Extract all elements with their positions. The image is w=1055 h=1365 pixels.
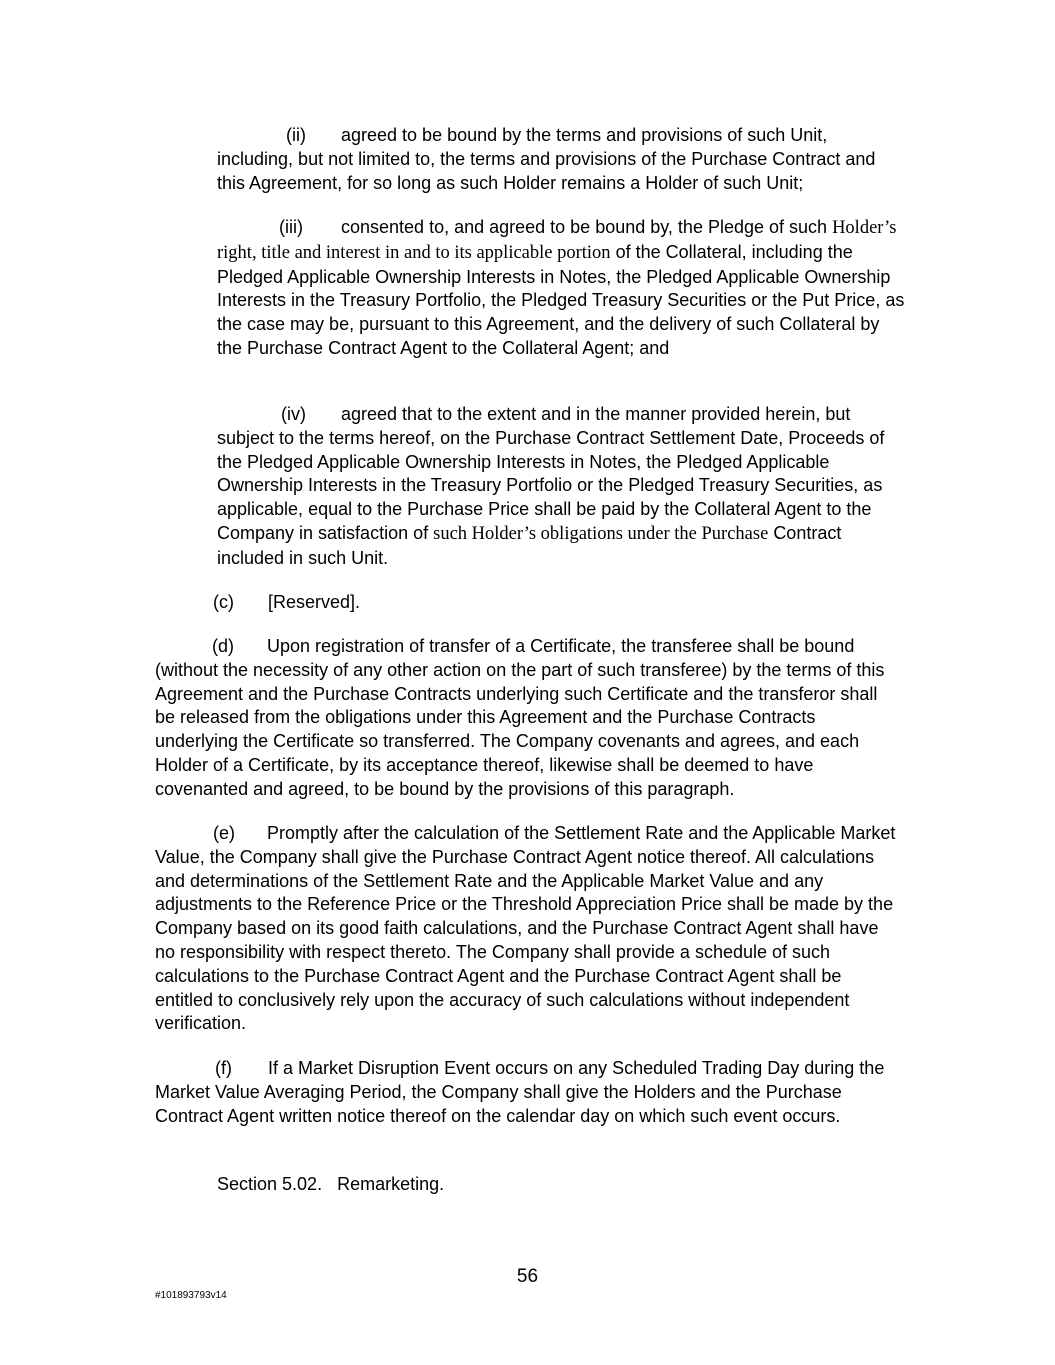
clause-iv-text-a: agreed that to the extent and in the manner provided herein, but subject to the terms hereof, on the Purchase Contract Settlement Date, Proceeds of the Pledged Applicable Ownership Interests in Notes, the Pledged Applicable Ownership Interests in the Treasury Portfolio or the Pledged Treasury Securities, as applicable, equal to the Purchase Price shall be paid by the Collateral Agent to the Company in satisfaction of: [217, 404, 885, 543]
paragraph-f-label: (f): [215, 1058, 232, 1078]
section-heading: Section 5.02. Remarketing.: [217, 1174, 445, 1194]
paragraph-d-label: (d): [212, 636, 234, 656]
document-id: #101893793v14: [155, 1290, 227, 1301]
clause-iv-text-c: Contract included in such Unit.: [217, 522, 842, 568]
clause-iii-text-a: consented to, and agreed to be bound by, the Pledge of such: [341, 217, 828, 237]
paragraph-c-label: (c): [213, 592, 234, 612]
clause-iv-text-b: such Holder’s obligations under the Purchase: [433, 523, 769, 544]
clause-iii: [217, 216, 907, 361]
clause-iii-label: (iii): [279, 217, 303, 237]
clause-ii: [217, 124, 907, 195]
clause-iii-text-c: of the Collateral, including the Pledged Applicable Ownership Interests in Notes, the Pledged Applicable Ownership Interests in the Treasury Portfolio, the Pledged Treasury Securities or the Put Price, as the case may be, pursuant to this Agreement, and the delivery of such Collateral by the Purchase Contract Agent to the Collateral Agent; and: [217, 241, 905, 358]
paragraph-d: [155, 635, 900, 802]
paragraph-e-label: (e): [213, 823, 235, 843]
page-number: 56: [516, 1266, 539, 1287]
clause-ii-text: agreed to be bound by the terms and provisions of such Unit, including, but not limited to, the terms and provisions of the Purchase Contract and this Agreement, for so long as such Holder remains a Holder of such Unit;: [217, 125, 876, 193]
clause-ii-label: (ii): [286, 125, 306, 145]
paragraph-f-text: If a Market Disruption Event occurs on any Scheduled Trading Day during the Market Value Averaging Period, the Company shall give the Holders and the Purchase Contract Agent written notice thereof on the calendar day on which such event occurs.: [155, 1058, 885, 1126]
paragraph-c-text: [Reserved].: [268, 592, 361, 612]
clause-iv-label: (iv): [281, 404, 306, 424]
clause-iv: [217, 403, 907, 571]
paragraph-e: [155, 822, 900, 1036]
paragraph-e-text: Promptly after the calculation of the Settlement Rate and the Applicable Market Value, the Company shall give the Purchase Contract Agent notice thereof. All calculations and determinations of the Settlement Rate and the Applicable Market Value and any adjustments to the Reference Price or the Threshold Appreciation Price shall be made by the Company based on its good faith calculations, and the Purchase Contract Agent shall have no responsibility with respect thereto. The Company shall provide a schedule of such calculations to the Purchase Contract Agent and the Purchase Contract Agent shall be entitled to conclusively rely upon the accuracy of such calculations without independent verification.: [155, 823, 896, 1034]
paragraph-c: [213, 591, 813, 615]
paragraph-f: [155, 1057, 900, 1128]
paragraph-d-text: Upon registration of transfer of a Certificate, the transferee shall be bound (without the necessity of any other action on the part of such transferee) by the terms of this Agreement and the Purchase Contracts underlying such Certificate and the transferor shall be released from the obligations under this Agreement and the Purchase Contracts underlying the Certificate so transferred. The Company covenants and agrees, and each Holder of a Certificate, by its acceptance thereof, likewise shall be deemed to have covenanted and agreed, to be bound by the provisions of this paragraph.: [155, 636, 885, 799]
clause-iii-text-b: Holder’s right, title and interest in and to its applicable portion: [217, 218, 897, 263]
